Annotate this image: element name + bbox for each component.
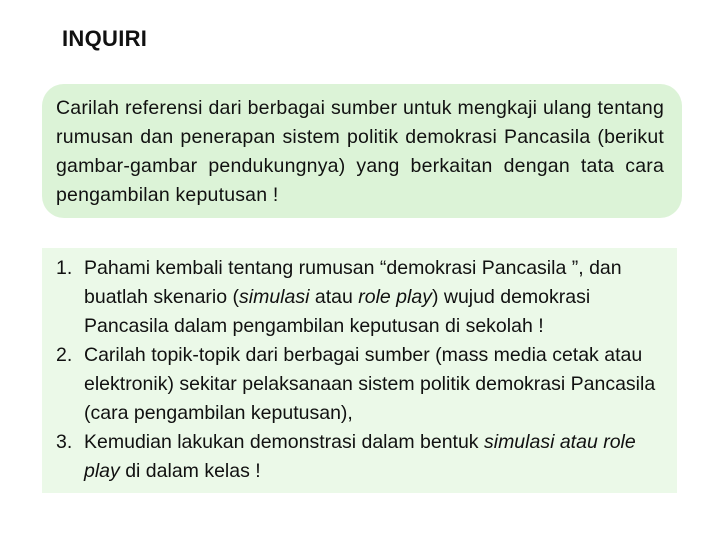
step-text (84, 257, 622, 337)
step-text-italic: simulasi atau role play (84, 431, 636, 482)
step-text (84, 431, 636, 482)
step-item-2 (56, 341, 666, 428)
step-number: 1. (56, 257, 73, 279)
step-text-part: di dalam kelas ! (119, 460, 261, 482)
step-number: 3. (56, 431, 73, 453)
page-title: INQUIRI (62, 26, 148, 51)
step-item-1 (56, 254, 666, 341)
step-text-part: ) wujud demokrasi Pancasila dalam pengambilan keputusan di sekolah ! (84, 286, 591, 337)
step-text: Carilah topik-topik dari berbagai sumber (mass media cetak atau elektronik) sekitar pelaksanaan sistem politik demokrasi Pancasila (cara pengambilan keputusan), (84, 344, 656, 424)
steps-list (56, 254, 666, 486)
step-item-3 (56, 428, 666, 486)
intro-paragraph: Carilah referensi dari berbagai sumber untuk mengkaji ulang tentang rumusan dan penerapan sistem politik demokrasi Pancasila (berikut gambar-gambar pendukungnya) yang berkaitan dengan tata cara pengambilan keputusan ! (56, 97, 664, 206)
step-text-part: Kemudian lakukan demonstrasi dalam bentuk (84, 431, 484, 453)
step-text-part: atau (309, 286, 359, 308)
step-number: 2. (56, 344, 73, 366)
step-text-part: Pahami kembali tentang rumusan “demokrasi Pancasila ”, dan buatlah skenario ( (84, 257, 622, 308)
step-text-italic: role play (358, 286, 432, 308)
step-text-italic: simulasi (239, 286, 310, 308)
